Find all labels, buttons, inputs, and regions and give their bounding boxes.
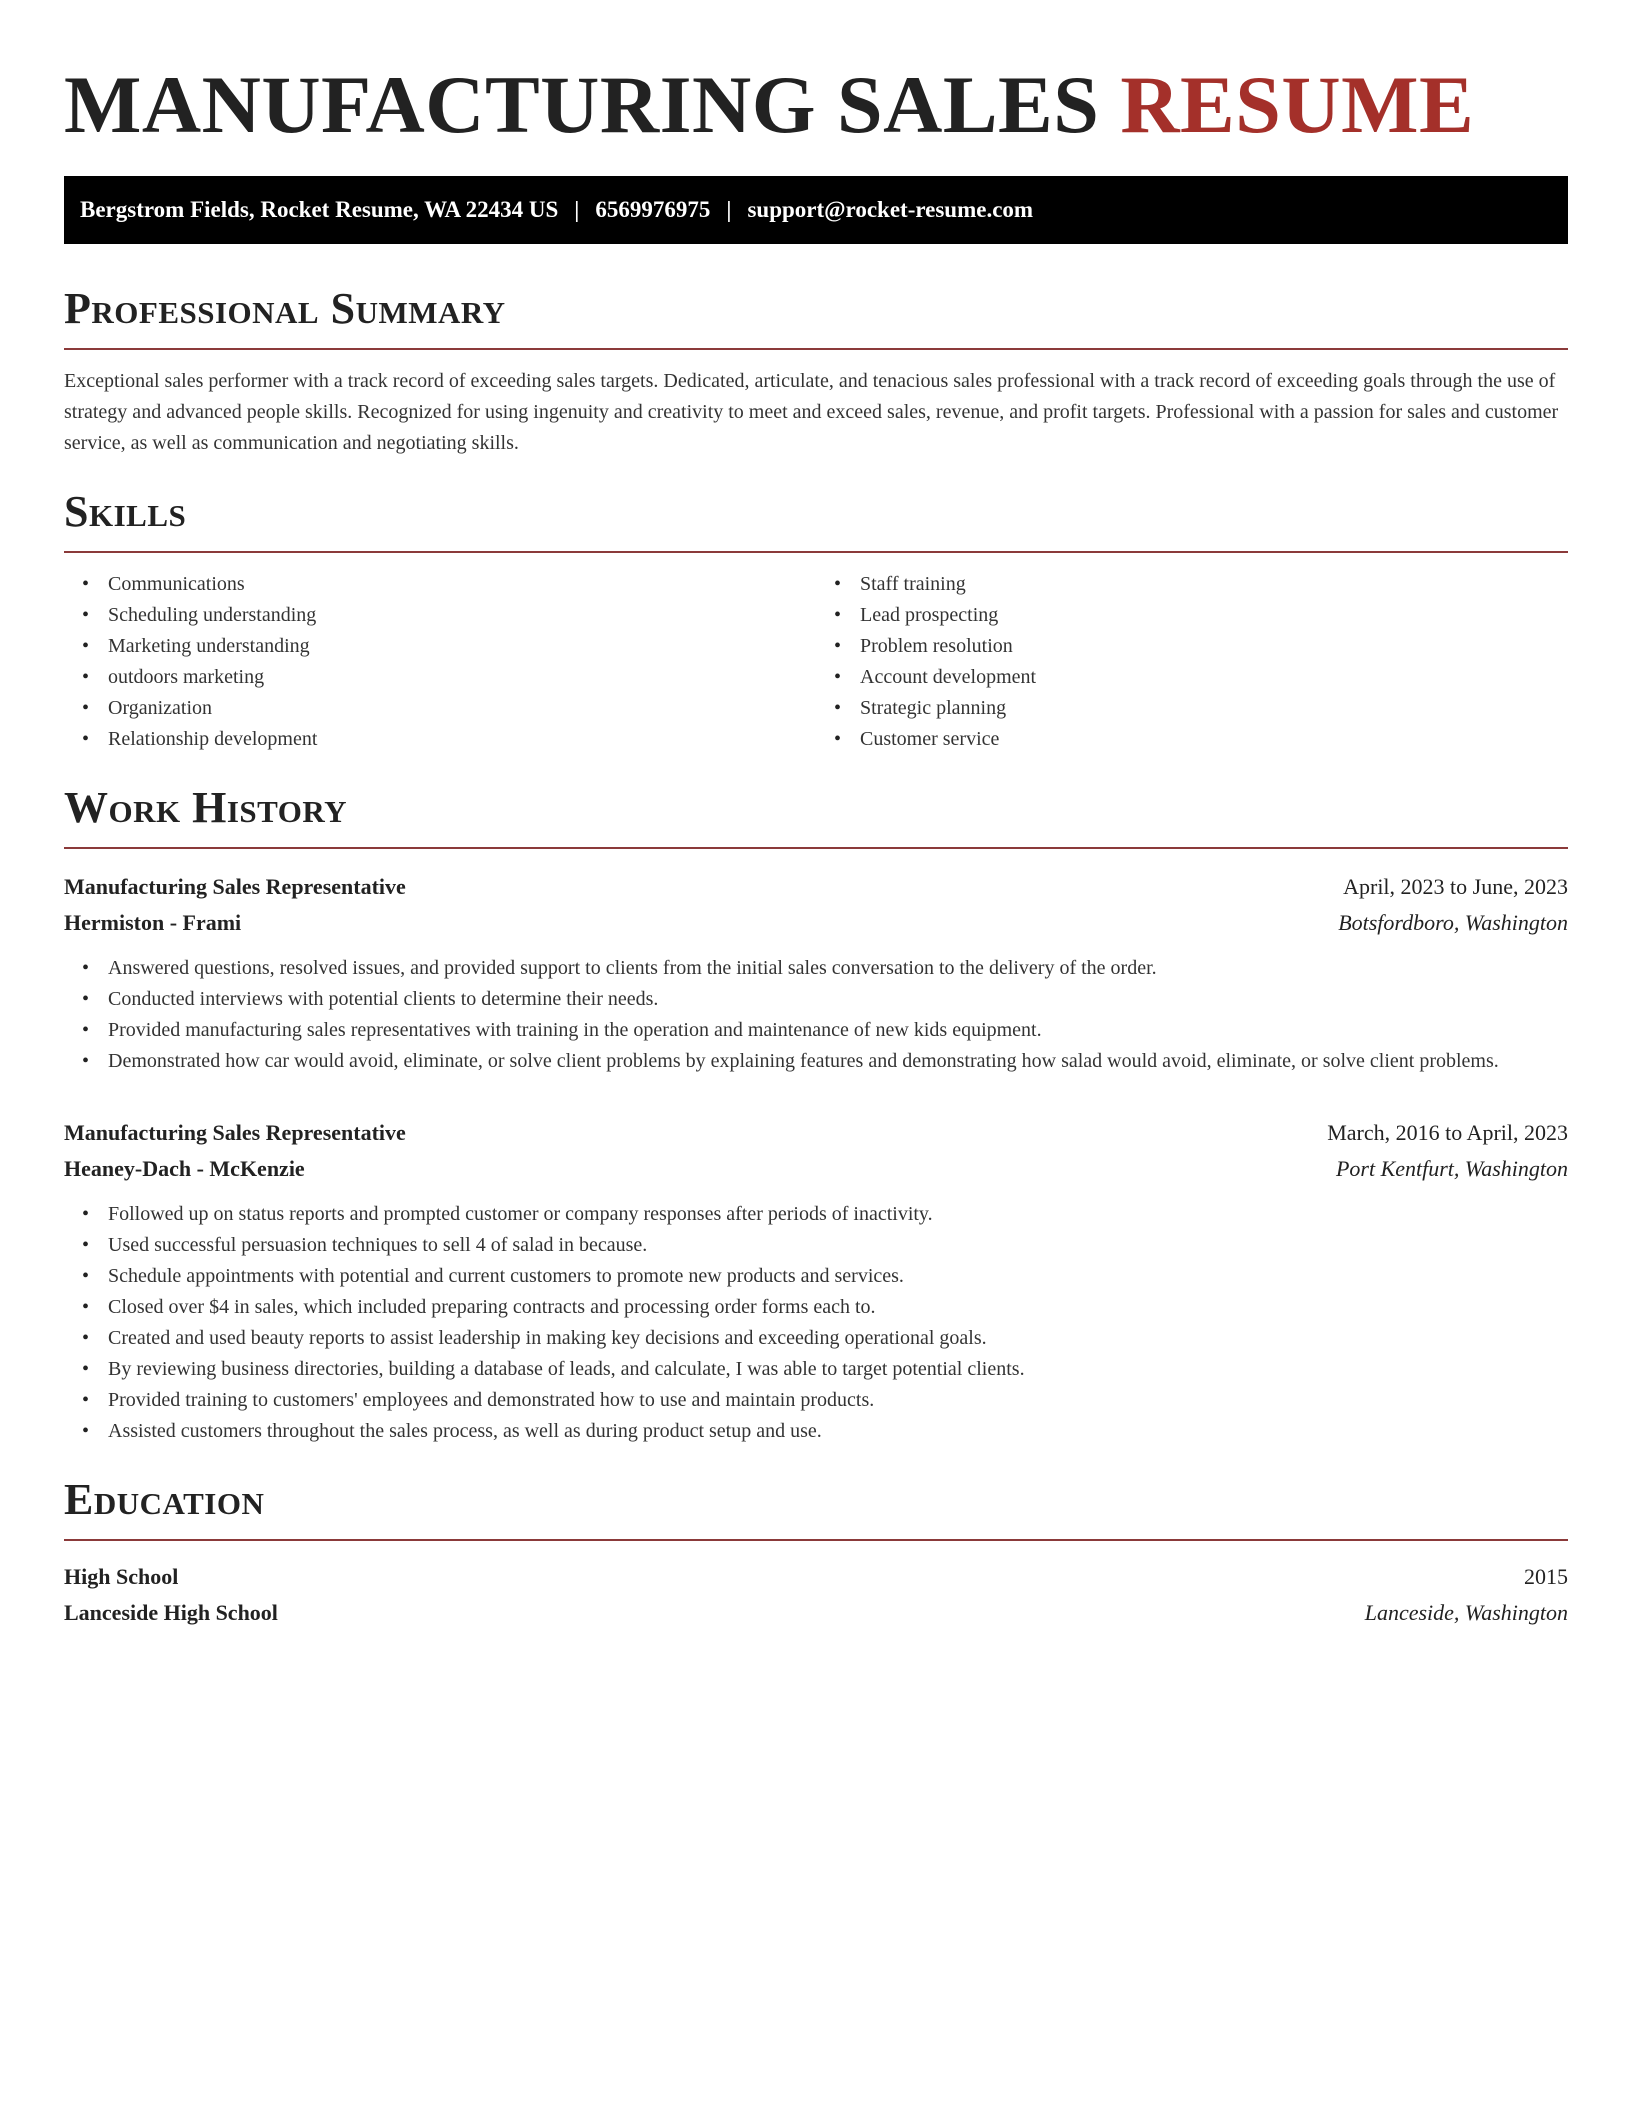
job-duty: • Provided training to customers' employees and demonstrated how to use and maintain products.	[108, 1385, 1568, 1416]
job-company: Hermiston - Frami	[64, 910, 242, 935]
job-header-row	[64, 1115, 1568, 1151]
resume-title	[64, 50, 1568, 160]
job-duties-list	[64, 1199, 1568, 1447]
title-main: MANUFACTURING SALES	[64, 59, 1121, 150]
job-duty: • Created and used beauty reports to assist leadership in making key decisions and exceeding operational goals.	[108, 1323, 1568, 1354]
section-divider	[64, 348, 1568, 350]
skill-item: • Scheduling understanding	[108, 600, 816, 631]
section-divider	[64, 1539, 1568, 1541]
contact-bar	[64, 176, 1568, 244]
job-title: Manufacturing Sales Representative	[64, 874, 406, 899]
job-duties-list	[64, 953, 1568, 1077]
job-entry	[64, 1115, 1568, 1447]
education-degree: High School	[64, 1564, 179, 1589]
section-heading: Work History	[64, 783, 348, 832]
skill-item: • Marketing understanding	[108, 631, 816, 662]
skill-item: • Account development	[860, 662, 1568, 693]
section-heading: Education	[64, 1475, 265, 1524]
skills-left-column	[64, 569, 816, 755]
job-duty: • Assisted customers throughout the sales process, as well as during product setup and use.	[108, 1416, 1568, 1447]
skill-item: • Relationship development	[108, 724, 816, 755]
job-duty: • Closed over $4 in sales, which included preparing contracts and processing order forms each to.	[108, 1292, 1568, 1323]
job-dates: March, 2016 to April, 2023	[1327, 1120, 1568, 1145]
education-school-row	[64, 1595, 1568, 1631]
education-section	[64, 1475, 1568, 1631]
job-duty: • Provided manufacturing sales representatives with training in the operation and maintenance of new kids equipment.	[108, 1015, 1568, 1046]
title-accent: RESUME	[1120, 59, 1475, 150]
skill-item: • Customer service	[860, 724, 1568, 755]
job-duty: • Answered questions, resolved issues, and provided support to clients from the initial sales conversation to the delivery of the order.	[108, 953, 1568, 984]
section-heading: Skills	[64, 487, 187, 536]
skill-item: • Strategic planning	[860, 693, 1568, 724]
job-location: Botsfordboro, Washington	[1338, 910, 1568, 935]
contact-phone: 6569976975	[595, 197, 711, 222]
job-company: Heaney-Dach - McKenzie	[64, 1156, 305, 1181]
skill-item: • Organization	[108, 693, 816, 724]
contact-address: Bergstrom Fields, Rocket Resume, WA 22434 US	[80, 197, 559, 222]
skills-section	[64, 487, 1568, 755]
job-duty: • Demonstrated how car would avoid, eliminate, or solve client problems by explaining features and demonstrating how salad would avoid, eliminate, or solve client problems.	[108, 1046, 1568, 1077]
job-duty: • Used successful persuasion techniques to sell 4 of salad in because.	[108, 1230, 1568, 1261]
education-header-row	[64, 1559, 1568, 1595]
contact-separator: |	[726, 197, 732, 222]
education-location: Lanceside, Washington	[1364, 1600, 1568, 1625]
skill-item: • outdoors marketing	[108, 662, 816, 693]
skill-item: • Problem resolution	[860, 631, 1568, 662]
education-school: Lanceside High School	[64, 1600, 278, 1625]
section-heading: Professional Summary	[64, 284, 506, 333]
education-year: 2015	[1524, 1564, 1568, 1589]
work-history-section	[64, 783, 1568, 1447]
job-company-row	[64, 905, 1568, 941]
skills-columns	[64, 569, 1568, 755]
summary-text: Exceptional sales performer with a track record of exceeding sales targets. Dedicated, articulate, and tenacious sales professional with a track record of exceeding goals through the use of strategy and advanced people skills. Recognized for using ingenuity and creativity to meet and exceed sales, revenue, and profit targets. Professional with a passion for sales and customer service, as well as communication and negotiating skills.	[64, 370, 1559, 454]
job-header-row	[64, 869, 1568, 905]
education-entry	[64, 1559, 1568, 1631]
contact-separator: |	[574, 197, 580, 222]
section-divider	[64, 551, 1568, 553]
job-title: Manufacturing Sales Representative	[64, 1120, 406, 1145]
job-duty: • Conducted interviews with potential clients to determine their needs.	[108, 984, 1568, 1015]
job-company-row	[64, 1151, 1568, 1187]
skills-right-column	[816, 569, 1568, 755]
resume-page	[64, 50, 1568, 1631]
skill-item: • Lead prospecting	[860, 600, 1568, 631]
job-duty: • Followed up on status reports and prompted customer or company responses after periods of inactivity.	[108, 1199, 1568, 1230]
skill-item: • Staff training	[860, 569, 1568, 600]
job-dates: April, 2023 to June, 2023	[1343, 874, 1568, 899]
job-entry	[64, 869, 1568, 1077]
section-divider	[64, 847, 1568, 849]
job-duty: • By reviewing business directories, building a database of leads, and calculate, I was able to target potential clients.	[108, 1354, 1568, 1385]
job-duty: • Schedule appointments with potential and current customers to promote new products and services.	[108, 1261, 1568, 1292]
contact-email[interactable]: support@rocket-resume.com	[747, 197, 1034, 222]
professional-summary-section	[64, 284, 1568, 459]
job-location: Port Kentfurt, Washington	[1335, 1156, 1568, 1181]
skill-item: • Communications	[108, 569, 816, 600]
